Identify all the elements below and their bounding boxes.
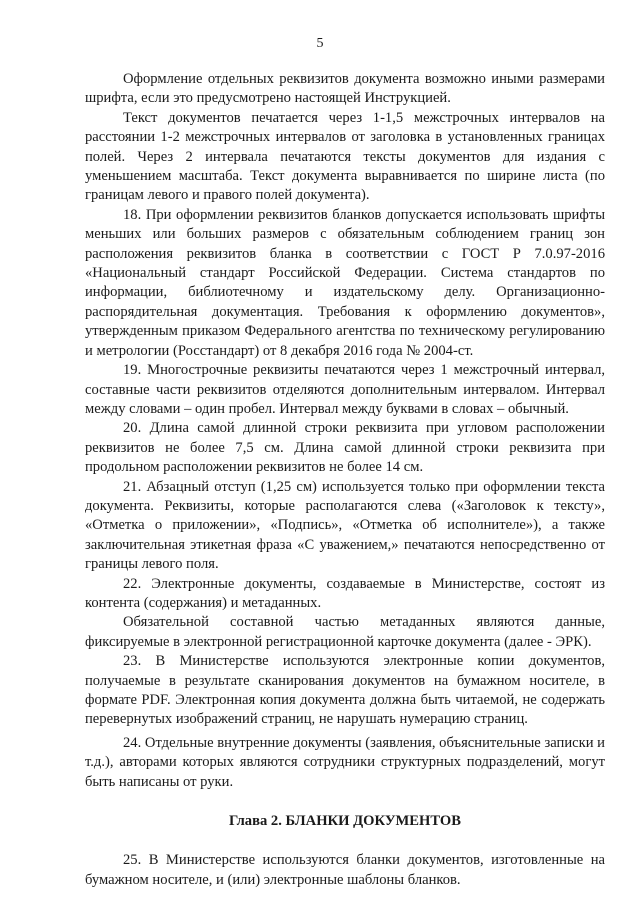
page-number: 5 — [316, 36, 324, 51]
document-body — [85, 70, 605, 890]
paragraph: Обязательной составной частью метаданных являются данные, фиксируемые в электронной регистрационной карточке документа (далее - ЭРК). — [85, 614, 605, 650]
paragraph: 22. Электронные документы, создаваемые в Министерстве, состоят из контента (содержания) и метаданных. — [85, 575, 605, 611]
paragraph: 18. При оформлении реквизитов бланков допускается использовать шрифты меньших или больших размеров с обязательным соблюдением границ зон расположения реквизитов бланка в соответствии с ГОСТ Р 7.0.97-2016 «Национальный стандарт Российской Федерации. Система стандартов по информации, библиотечному и издательскому делу. Организационно-распорядительная документация. Требования к оформлению документов», утвержденным приказом Федерального агентства по техническому регулированию и метрологии (Росстандарт) от 8 декабря 2016 года № 2004-ст. — [85, 206, 605, 359]
paragraph: Оформление отдельных реквизитов документа возможно иными размерами шрифта, если это предусмотрено настоящей Инструкцией. — [85, 71, 605, 107]
paragraph: 25. В Министерстве используются бланки документов, изготовленные на бумажном носителе, и (или) электронные шаблоны бланков. — [85, 852, 605, 888]
paragraph: 19. Многострочные реквизиты печатаются через 1 межстрочный интервал, составные части реквизитов отделяются дополнительным интервалом. Интервал между словами – один пробел. Интервал между буквами в словах – обычный. — [85, 362, 605, 417]
paragraph: 21. Абзацный отступ (1,25 см) используется только при оформлении текста документа. Реквизиты, которые располагаются слева («Заголовок к тексту», «Отметка о приложении», «Подпись», «Отметка об исполнителе»), а также заключительная этикетная фраза «С уважением,» печатаются непосредственно от границы левого поля. — [85, 478, 605, 573]
paragraph: Текст документов печатается через 1-1,5 межстрочных интервалов на расстоянии 1-2 межстрочных интервалов от заголовка в установленных границах полей. Через 2 интервала печатаются тексты документов для издания с уменьшением масштаба. Текст документа выравнивается по ширине листа (по границам левого и правого полей документа). — [85, 109, 605, 204]
paragraph: 24. Отдельные внутренние документы (заявления, объяснительные записки и т.д.), авторами которых являются сотрудники структурных подразделений, могут быть написаны от руки. — [85, 734, 605, 790]
paragraph: 23. В Министерстве используются электронные копии документов, получаемые в результате сканирования документов на бумажном носителе, в формате PDF. Электронная копия документа должна быть читаемой, не содержать перевернутых изображений страниц, не нарушать нумерацию страниц. — [85, 653, 605, 728]
chapter-heading: Глава 2. БЛАНКИ ДОКУМЕНТОВ — [228, 813, 462, 830]
paragraph: 20. Длина самой длинной строки реквизита при угловом расположении реквизитов не более 7,5 см. Длина самой длинной строки реквизита при продольном расположении реквизитов не более 14 см. — [85, 420, 605, 476]
